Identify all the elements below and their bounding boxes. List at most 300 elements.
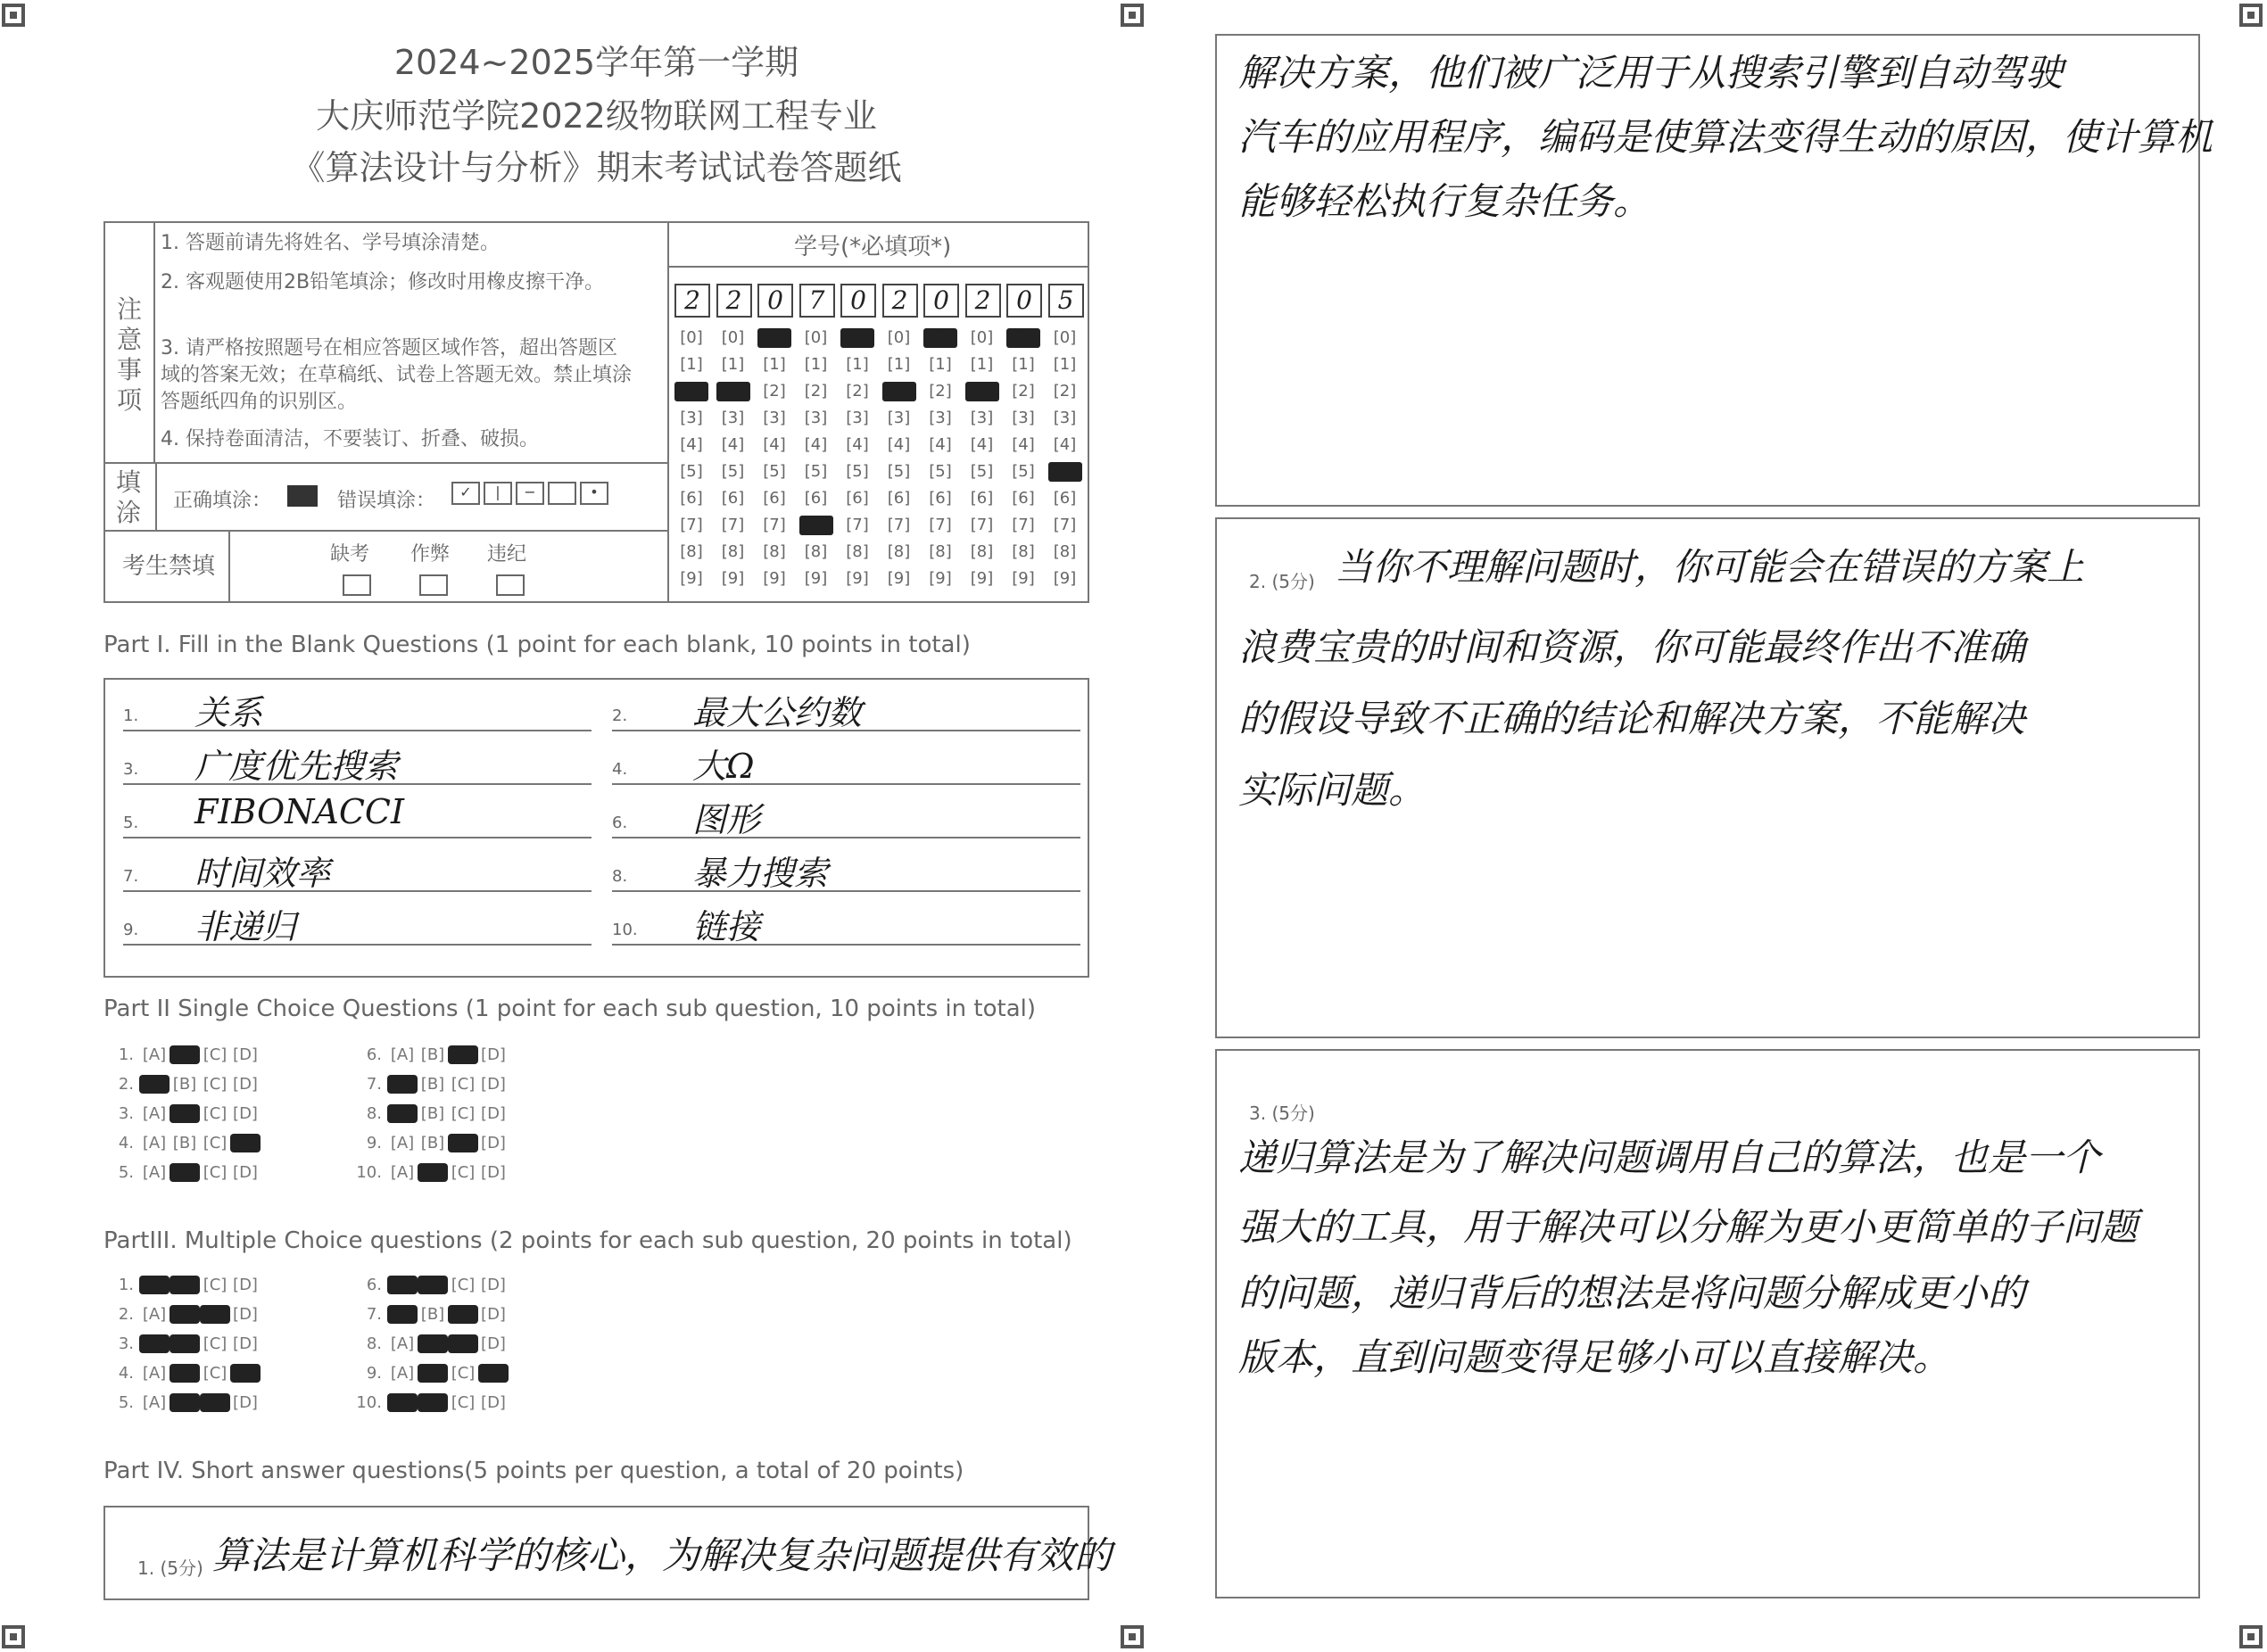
question-number: 1. [118,1276,134,1294]
choice-bubble[interactable]: [A] [387,1104,418,1123]
student-id-bubble[interactable]: [3] [804,409,828,427]
student-id-digit-box[interactable]: 0 [757,284,793,318]
choice-bubble[interactable]: [D] [233,1305,258,1324]
choice-row [344,1045,509,1064]
choice-bubble[interactable]: [D] [230,1364,261,1383]
student-id-bubble[interactable]: [7] [887,516,911,534]
student-id-bubble[interactable]: [6] [721,489,745,508]
blank-answer[interactable]: 关系 [194,693,263,732]
choice-bubble[interactable]: [D] [481,1163,506,1182]
choice-bubble[interactable]: [A] [142,1393,167,1412]
student-id-bubble[interactable]: [7] [680,516,703,534]
choice-bubble[interactable]: [A] [390,1163,415,1182]
blank-number: 6. [612,814,628,832]
student-id-bubble[interactable]: [0] [757,328,791,348]
choice-row [344,1134,509,1152]
choice-bubble[interactable]: [B] [170,1334,200,1353]
student-id-bubble[interactable]: [5] [721,462,745,481]
student-id-bubble[interactable]: [5] [929,462,952,481]
student-id-bubble[interactable]: [1] [1012,355,1035,374]
question-number: 10. [356,1163,382,1182]
choice-bubble[interactable]: [D] [481,1393,506,1412]
choice-bubble[interactable]: [C] [451,1393,476,1412]
choice-bubble[interactable]: [C] [451,1163,476,1182]
student-id-digit-box[interactable]: 2 [882,284,918,318]
choice-bubble[interactable]: [C] [451,1276,476,1294]
blank-answer[interactable]: 大Ω [692,747,755,786]
student-id-bubble[interactable]: [7] [970,516,994,534]
question-number: 7. [366,1075,382,1094]
cheat-checkbox[interactable] [419,574,448,596]
student-id-bubble[interactable]: [2] [965,382,999,401]
q3-answer-line-3: 的问题，递归背后的想法是将问题分解成更小的 [1238,1271,2026,1315]
choice-bubble[interactable]: [C] [203,1104,228,1123]
blank-line [123,890,592,892]
blank-answer[interactable]: 非递归 [194,907,297,946]
student-id-bubble[interactable]: [0] [923,328,957,348]
q3-answer-line-1: 递归算法是为了解决问题调用自己的算法，也是一个 [1238,1136,2101,1179]
empty-box-icon [548,482,576,505]
header-line-1: 2024~2025学年第一学期 [393,43,799,82]
choice-bubble[interactable]: [A] [390,1134,415,1152]
student-id-bubble[interactable]: [0] [970,328,994,347]
choice-bubble[interactable]: [D] [233,1075,258,1094]
student-id-bubble[interactable]: [6] [804,489,828,508]
choice-row [96,1393,261,1412]
choice-row [344,1334,509,1353]
student-id-bubble[interactable]: [7] [799,516,833,535]
question-number: 6. [366,1276,382,1294]
q1-answer-line-4: 能够轻松执行复杂任务。 [1238,179,1651,223]
choice-bubble[interactable]: [B] [170,1104,200,1123]
student-id-bubble[interactable]: [0] [721,328,745,347]
choice-bubble[interactable]: [C] [203,1075,228,1094]
part4-title: Part IV. Short answer questions(5 points per question, a total of 20 points) [103,1458,964,1484]
choice-bubble[interactable]: [A] [142,1305,167,1324]
choice-bubble[interactable]: [D] [481,1075,506,1094]
student-id-bubble[interactable]: [2] [1012,382,1035,401]
choice-row [344,1393,509,1412]
student-id-bubble[interactable]: [8] [887,542,911,561]
choice-bubble[interactable]: [B] [170,1276,200,1294]
student-id-bubble[interactable]: [9] [846,569,869,588]
exam-label-divider [228,530,230,603]
q3-answer-line-4: 版本，直到问题变得足够小可以直接解决。 [1238,1335,1951,1379]
notice-item-4: 4. 保持卷面清洁，不要装订、折叠、破损。 [161,428,539,450]
choice-row [344,1104,509,1123]
student-id-bubble[interactable]: [1] [846,355,869,374]
student-id-bubble[interactable]: [4] [970,435,994,454]
blank-answer[interactable]: 暴力搜索 [692,854,829,893]
q2-label: 2. (5分) [1249,571,1315,592]
student-id-bubble[interactable]: [8] [1053,542,1077,561]
check-mark-icon: ✓ [451,482,480,505]
blank-line [612,783,1080,785]
student-id-bubble[interactable]: [0] [887,328,911,347]
wrong-fill-label: 错误填涂： [337,490,436,512]
notice-item-3: 3. 请严格按照题号在相应答题区域作答，超出答题区域的答案无效；在草稿纸、试卷上答题无效。禁止填涂答题纸四角的识别区。 [161,337,633,413]
student-id-bubble[interactable]: [1] [804,355,828,374]
choice-bubble[interactable]: [B] [170,1364,200,1383]
header-line-3: 《算法设计与分析》期末考试试卷答题纸 [291,148,902,187]
choice-bubble[interactable]: [A] [142,1045,167,1064]
student-id-bubble[interactable]: [9] [1012,569,1035,588]
student-id-bubble[interactable]: [6] [1053,489,1077,508]
student-id-bubble[interactable]: [0] [1006,328,1040,348]
choice-bubble[interactable]: [D] [230,1134,261,1152]
question-number: 4. [118,1134,134,1152]
choice-bubble[interactable]: [B] [170,1163,200,1182]
student-id-bubble[interactable]: [2] [804,382,828,401]
student-id-bubble[interactable]: [4] [887,435,911,454]
student-id-bubble[interactable]: [9] [680,569,703,588]
choice-bubble[interactable]: [C] [200,1305,230,1324]
blank-answer[interactable]: FIBONACCI [194,792,405,831]
choice-bubble[interactable]: [D] [233,1163,258,1182]
fill-label-divider [155,462,157,530]
choice-bubble[interactable]: [C] [448,1334,478,1353]
student-id-bubble[interactable]: [6] [763,489,786,508]
student-id-bubble[interactable]: [1] [1053,355,1077,374]
student-id-bubble[interactable]: [8] [763,542,786,561]
student-id-bubble[interactable]: [2] [674,382,708,401]
student-id-bubble[interactable]: [8] [1012,542,1035,561]
blank-line [123,944,592,946]
student-id-bubble[interactable]: [4] [846,435,869,454]
choice-bubble[interactable]: [A] [139,1075,170,1094]
question-number: 8. [366,1334,382,1353]
choice-row [96,1075,261,1094]
choice-bubble[interactable]: [C] [203,1364,228,1383]
student-id-bubble[interactable]: [3] [887,409,911,427]
student-id-bubble[interactable]: [8] [721,542,745,561]
choice-row [344,1276,509,1294]
student-id-bubble[interactable]: [0] [840,328,874,348]
choice-bubble[interactable]: [B] [420,1075,445,1094]
student-id-bubble[interactable]: [3] [846,409,869,427]
choice-bubble[interactable]: [A] [390,1334,415,1353]
student-id-bubble[interactable]: [4] [1012,435,1035,454]
student-id-digit-box[interactable]: 2 [716,284,752,318]
student-id-bubble[interactable]: [4] [1053,435,1077,454]
correct-fill-label: 正确填涂： [173,490,272,512]
q2-answer-line-3: 的假设导致不正确的结论和解决方案，不能解决 [1238,697,2026,740]
choice-bubble[interactable]: [B] [420,1305,445,1324]
student-id-bubble[interactable]: [1] [970,355,994,374]
choice-bubble[interactable]: [C] [448,1305,478,1324]
choice-bubble[interactable]: [C] [451,1364,476,1383]
student-id-bubble[interactable]: [4] [680,435,703,454]
student-id-bubble[interactable]: [5] [1012,462,1035,481]
student-id-bubble[interactable]: [5] [1048,462,1082,482]
dot-icon: • [580,482,608,505]
student-id-digit-box[interactable]: 0 [923,284,959,318]
choice-row [344,1163,509,1182]
choice-bubble[interactable]: [D] [478,1364,509,1383]
choice-bubble[interactable]: [B] [418,1334,448,1353]
student-id-bubble[interactable]: [1] [929,355,952,374]
student-id-bubble[interactable]: [7] [846,516,869,534]
blank-answer[interactable]: 时间效率 [194,854,331,893]
choice-bubble[interactable]: [C] [203,1163,228,1182]
blank-answer[interactable]: 链接 [692,907,761,946]
vertical-line-icon: | [484,482,512,505]
student-id-bubble[interactable]: [1] [763,355,786,374]
q3-label: 3. (5分) [1249,1103,1315,1124]
student-id-bubble[interactable]: [0] [680,328,703,347]
corner-mark-top-middle [1121,4,1144,27]
correct-fill-sample [287,485,318,507]
question-number: 2. [118,1075,134,1094]
blank-number: 2. [612,706,628,725]
notice-item-2: 2. 客观题使用2B铅笔填涂；修改时用橡皮擦干净。 [161,271,605,293]
student-id-bubble[interactable]: [2] [929,382,952,401]
question-number: 7. [366,1305,382,1324]
student-id-bubble[interactable]: [3] [763,409,786,427]
student-id-digit-box[interactable]: 2 [674,284,710,318]
violation-checkbox[interactable] [496,574,525,596]
choice-bubble[interactable]: [B] [172,1134,197,1152]
choice-bubble[interactable]: [D] [481,1104,506,1123]
student-id-bubble[interactable]: [7] [929,516,952,534]
blank-number: 9. [123,921,139,939]
student-id-bubble[interactable]: [9] [887,569,911,588]
student-id-bubble[interactable]: [9] [970,569,994,588]
corner-mark-top-left [2,4,25,27]
student-id-bubble[interactable]: [3] [1053,409,1077,427]
wrong-fill-samples [448,482,608,505]
student-id-bubble[interactable]: [4] [763,435,786,454]
student-id-bubble[interactable]: [5] [887,462,911,481]
question-number: 4. [118,1364,134,1383]
choice-bubble[interactable]: [B] [170,1305,200,1324]
choice-row [96,1134,261,1152]
question-number: 6. [366,1045,382,1064]
choice-bubble[interactable]: [D] [233,1334,258,1353]
choice-bubble[interactable]: [A] [142,1163,167,1182]
choice-bubble[interactable]: [A] [387,1276,418,1294]
cheat-label: 作弊 [410,543,451,566]
choice-bubble[interactable]: [A] [139,1334,170,1353]
student-id-bubble[interactable]: [8] [804,542,828,561]
question-number: 2. [118,1305,134,1324]
student-id-bubble[interactable]: [0] [1053,328,1077,347]
student-id-bubble[interactable]: [6] [970,489,994,508]
choice-bubble[interactable]: [A] [142,1364,167,1383]
choice-bubble[interactable]: [D] [481,1276,506,1294]
blank-number: 7. [123,867,139,886]
fill-label: 填涂 [115,467,141,527]
choice-row [96,1163,261,1182]
student-id-bubble[interactable]: [7] [763,516,786,534]
q1-label: 1. (5分) [137,1557,203,1579]
choice-bubble[interactable]: [A] [390,1045,415,1064]
corner-mark-bottom-middle [1121,1625,1144,1648]
q2-answer-line-1: 当你不理解问题时，你可能会在错误的方案上 [1335,545,2085,589]
choice-bubble[interactable]: [D] [233,1104,258,1123]
blank-line [612,890,1080,892]
blank-number: 10. [612,921,638,939]
question-number: 3. [118,1334,134,1353]
choice-bubble[interactable]: [B] [420,1045,445,1064]
absent-label: 缺考 [330,543,370,566]
blank-line [123,730,592,731]
choice-bubble[interactable]: [B] [418,1276,448,1294]
student-id-bubble[interactable]: [0] [804,328,828,347]
notice-label: 注意事项 [116,294,142,415]
choice-bubble[interactable]: [C] [451,1075,476,1094]
question-number: 5. [118,1393,134,1412]
student-id-bubble[interactable]: [2] [882,382,916,401]
student-id-bubble[interactable]: [6] [929,489,952,508]
choice-bubble[interactable]: [D] [233,1393,258,1412]
choice-bubble[interactable]: [D] [481,1334,506,1353]
choice-bubble[interactable]: [B] [420,1134,445,1152]
student-id-bubble[interactable]: [1] [887,355,911,374]
choice-bubble[interactable]: [C] [203,1045,228,1064]
choice-bubble[interactable]: [A] [387,1305,418,1324]
violation-label: 违纪 [487,543,527,566]
student-id-bubble[interactable]: [1] [680,355,703,374]
student-id-bubble[interactable]: [9] [929,569,952,588]
student-id-bubble[interactable]: [7] [1012,516,1035,534]
choice-bubble[interactable]: [B] [418,1163,448,1182]
student-id-bubble[interactable]: [9] [804,569,828,588]
question-number: 9. [366,1134,382,1152]
student-id-bubble[interactable]: [4] [929,435,952,454]
student-id-title: 学号(*必填项*) [794,234,952,260]
student-id-bubble[interactable]: [8] [970,542,994,561]
choice-row [96,1104,261,1123]
student-id-digit-box[interactable]: 0 [1006,284,1042,318]
blank-answer[interactable]: 广度优先搜索 [194,747,399,786]
question-number: 1. [118,1045,134,1064]
choice-bubble[interactable]: [A] [387,1075,418,1094]
student-id-bubble[interactable]: [3] [680,409,703,427]
choice-bubble[interactable]: [A] [390,1364,415,1383]
choice-bubble[interactable]: [D] [481,1045,506,1064]
student-id-bubble[interactable]: [5] [970,462,994,481]
student-id-bubble[interactable]: [2] [763,382,786,401]
corner-mark-bottom-left [2,1625,25,1648]
student-id-bubble[interactable]: [2] [846,382,869,401]
choice-row [96,1334,261,1353]
blank-line [123,837,592,838]
choice-bubble[interactable]: [A] [387,1393,418,1412]
choice-bubble[interactable]: [B] [172,1075,197,1094]
corner-mark-bottom-right [2239,1625,2263,1648]
choice-row [96,1045,261,1064]
student-id-bubble[interactable]: [4] [804,435,828,454]
choice-bubble[interactable]: [C] [203,1334,228,1353]
student-id-digit-box[interactable]: 5 [1048,284,1084,318]
student-id-bubble[interactable]: [1] [721,355,745,374]
student-id-bubble[interactable]: [6] [887,489,911,508]
blank-answer[interactable]: 最大公约数 [692,693,863,732]
student-id-bubble[interactable]: [6] [680,489,703,508]
student-id-digit-box[interactable]: 0 [840,284,876,318]
student-id-bubble[interactable]: [2] [1053,382,1077,401]
choice-bubble[interactable]: [C] [448,1045,478,1064]
choice-row [344,1364,509,1383]
choice-bubble[interactable]: [C] [203,1276,228,1294]
student-id-bubble[interactable]: [3] [1012,409,1035,427]
student-id-bubble[interactable]: [9] [1053,569,1077,588]
choice-bubble[interactable]: [A] [142,1134,167,1152]
choice-bubble[interactable]: [D] [481,1305,506,1324]
choice-bubble[interactable]: [D] [233,1045,258,1064]
student-id-bubble[interactable]: [3] [970,409,994,427]
student-id-bubble[interactable]: [8] [846,542,869,561]
q1-answer-line-2: 解决方案，他们被广泛用于从搜索引擎到自动驾驶 [1238,51,2064,95]
choice-bubble[interactable]: [C] [451,1104,476,1123]
student-id-bubble[interactable]: [8] [929,542,952,561]
student-id-bubble[interactable]: [6] [1012,489,1035,508]
question-number: 5. [118,1163,134,1182]
student-id-bubble[interactable]: [3] [929,409,952,427]
part2-title: Part II Single Choice Questions (1 point for each sub question, 10 points in total) [103,995,1036,1022]
question-number: 3. [118,1104,134,1123]
choice-bubble[interactable]: [B] [170,1045,200,1064]
student-id-bubble[interactable]: [5] [763,462,786,481]
choice-bubble[interactable]: [C] [448,1134,478,1152]
choice-bubble[interactable]: [D] [233,1276,258,1294]
part3-title: PartIII. Multiple Choice questions (2 points for each sub question, 20 points in total) [103,1227,1072,1254]
student-id-bubble[interactable]: [7] [721,516,745,534]
choice-row [96,1276,261,1294]
student-id-bubble[interactable]: [5] [680,462,703,481]
choice-bubble[interactable]: [B] [418,1364,448,1383]
blank-answer[interactable]: 图形 [692,800,761,839]
choice-bubble[interactable]: [C] [200,1393,230,1412]
blank-number: 4. [612,760,628,779]
blank-line [612,837,1080,838]
student-id-bubble[interactable]: [5] [846,462,869,481]
student-id-bubble[interactable]: [6] [846,489,869,508]
choice-bubble[interactable]: [C] [203,1134,228,1152]
blank-line [612,944,1080,946]
question-number: 8. [366,1104,382,1123]
choice-bubble[interactable]: [A] [139,1276,170,1294]
student-id-bubble[interactable]: [9] [721,569,745,588]
choice-row [344,1305,509,1324]
header-line-2: 大庆师范学院2022级物联网工程专业 [316,96,877,136]
student-id-digit-box[interactable]: 7 [799,284,835,318]
question-number: 10. [356,1393,382,1412]
q3-answer-line-2: 强大的工具，用于解决可以分解为更小更简单的子问题 [1238,1205,2139,1249]
q2-answer-line-4: 实际问题。 [1238,768,1427,812]
q1-answer-line-1: 算法是计算机科学的核心，为解决复杂问题提供有效的 [212,1533,1113,1577]
question-number: 9. [366,1364,382,1383]
choice-bubble[interactable]: [D] [481,1134,506,1152]
choice-bubble[interactable]: [B] [420,1104,445,1123]
absent-checkbox[interactable] [343,574,371,596]
student-id-bubble[interactable]: [9] [763,569,786,588]
blank-number: 5. [123,814,139,832]
student-id-bubble[interactable]: [4] [721,435,745,454]
q1-answer-line-3: 汽车的应用程序，编码是使算法变得生动的原因，使计算机 [1238,115,2213,159]
choice-bubble[interactable]: [A] [142,1104,167,1123]
student-id-bubble[interactable]: [3] [721,409,745,427]
student-id-bubble[interactable]: [8] [680,542,703,561]
student-id-bubble[interactable]: [7] [1053,516,1077,534]
student-id-bubble[interactable]: [2] [716,382,750,401]
choice-bubble[interactable]: [B] [418,1393,448,1412]
student-id-digit-box[interactable]: 2 [965,284,1001,318]
choice-bubble[interactable]: [B] [170,1393,200,1412]
student-id-bubble[interactable]: [5] [804,462,828,481]
q2-answer-line-2: 浪费宝贵的时间和资源，你可能最终作出不准确 [1238,625,2026,669]
